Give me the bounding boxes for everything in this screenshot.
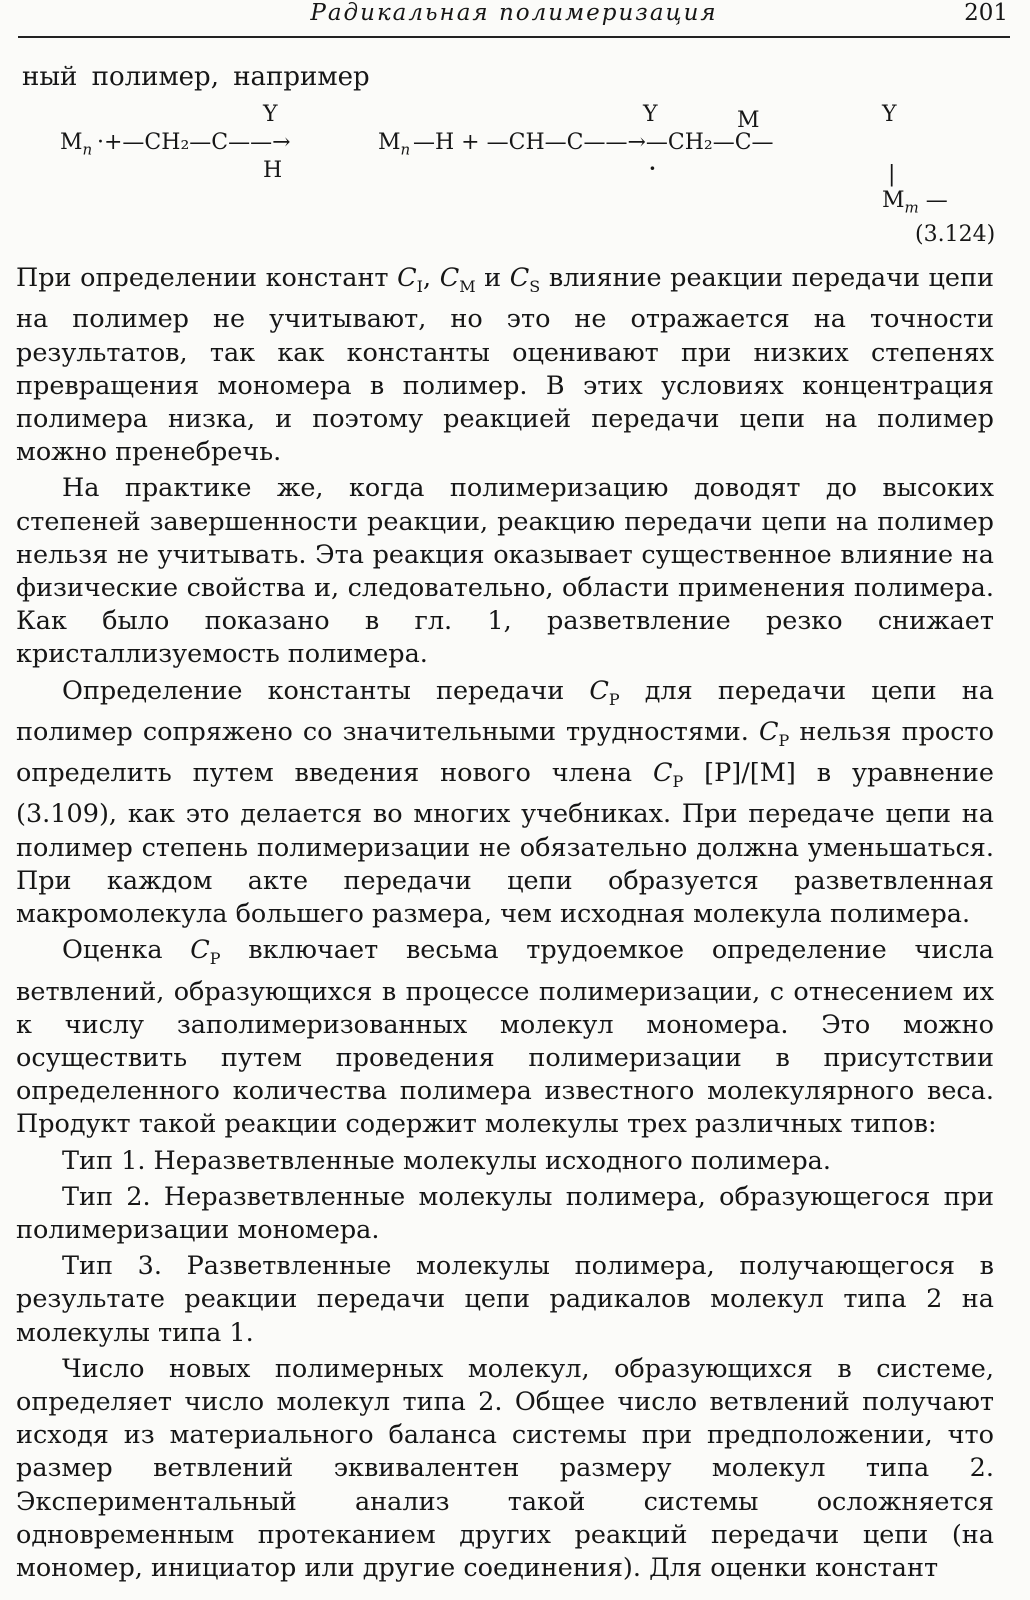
text-run: включает весьма трудоемкое определение числа ветвлений, образующихся в процессе полимеризации, с отнесением их к числу заполимеризованных молекул мономера. Это можно осуществить путем проведения полимеризации в присутствии определенного количества полимера известного молекулярного веса. Продукт такой реакции содержит молекулы трех различных типов: bbox=[16, 935, 995, 1140]
formula-subscript: P bbox=[209, 949, 221, 969]
eq-mm-main: M bbox=[882, 188, 905, 213]
running-header bbox=[18, 0, 1010, 38]
paragraph bbox=[16, 1145, 994, 1178]
eq-left-part: ·+—CH₂—C——→ bbox=[97, 130, 291, 155]
text-run: , bbox=[422, 263, 440, 293]
eq-arrow-monomer-label: M bbox=[737, 108, 760, 133]
eq-mm-tail: — bbox=[918, 188, 948, 213]
eq-product-mn-main: M bbox=[378, 130, 401, 155]
paragraph bbox=[16, 675, 994, 932]
eq-radical-mn-sub: n bbox=[82, 140, 93, 159]
eq-product-mn-sub: n bbox=[400, 140, 411, 159]
eq-branch-bond: | bbox=[888, 162, 896, 187]
chemical-equation bbox=[0, 100, 1030, 260]
text-run: и bbox=[475, 263, 510, 293]
eq-product-mn bbox=[378, 130, 410, 158]
paragraph bbox=[16, 1353, 994, 1585]
text-run: Тип 1. Неразветвленные молекулы исходного полимера. bbox=[62, 1145, 831, 1176]
body-text bbox=[16, 262, 994, 1585]
text-run: При определении констант bbox=[16, 263, 398, 293]
formula-subscript: P bbox=[672, 772, 684, 792]
formula-subscript: P bbox=[608, 689, 620, 709]
running-title: Радикальная полимеризация bbox=[310, 0, 718, 26]
paragraph bbox=[16, 472, 994, 671]
text-run: для передачи цепи на полимер сопряжено со значительными трудностями. bbox=[16, 675, 994, 747]
eq-mm-group bbox=[882, 188, 948, 216]
eq-y-label-2: Y bbox=[643, 102, 658, 127]
eq-radical-mn bbox=[60, 130, 92, 158]
formula-symbol: C bbox=[509, 263, 530, 293]
formula-subscript: I bbox=[416, 277, 423, 297]
eq-right-part: —H + —CH—C——→—CH₂—C— bbox=[413, 130, 774, 155]
paragraph bbox=[16, 1181, 994, 1247]
intro-line: ный полимер, например bbox=[22, 62, 370, 92]
text-run: нельзя просто определить путем введения нового члена bbox=[16, 716, 994, 789]
eq-radical-mn-main: M bbox=[60, 130, 83, 155]
formula-symbol: C bbox=[589, 675, 609, 706]
paragraph bbox=[16, 262, 994, 469]
text-run: На практике же, когда полимеризацию доводят до высоких степеней завершенности реакции, реакцию передачи цепи на полимер нельзя не учитывать. Эта реакция оказывает существенное влияние на физические свойства и, следовательно, области применения полимера. Как было показано в гл. 1, разветвление резко снижает кристаллизуемость полимера. bbox=[16, 473, 994, 670]
text-run: Число новых полимерных молекул, образующихся в системе, определяет число молекул типа 2. Общее число ветвлений получают исходя из материального баланса системы при предположении, что размер ветвлений эквивалентен размеру молекул типа 2. Экспериментальный анализ такой системы осложняется одновременным протеканием других реакций передачи цепи (на мономер, инициатор или другие соединения). Для оценки констант bbox=[16, 1353, 994, 1583]
formula-symbol: C bbox=[439, 263, 460, 293]
formula-subscript: S bbox=[529, 277, 541, 297]
formula-subscript: M bbox=[459, 277, 476, 297]
eq-radical-dot: · bbox=[648, 152, 657, 185]
formula-subscript: P bbox=[778, 730, 790, 750]
paragraph bbox=[16, 934, 994, 1141]
text-run: Определение константы передачи bbox=[62, 675, 590, 706]
paragraph bbox=[16, 1250, 994, 1350]
formula-symbol: C bbox=[653, 758, 673, 789]
formula-symbol: C bbox=[190, 935, 210, 966]
text-run: влияние реакции передачи цепи на полимер не учитывают, но это не отражается на точности результатов, так как константы оценивают при низких степенях превращения мономера в полимер. В этих условиях концентрация полимера низка, и поэтому реакцией передачи цепи на полимер можно пренебречь. bbox=[16, 263, 995, 468]
equation-number: (3.124) bbox=[915, 222, 996, 247]
eq-y-label-3: Y bbox=[882, 102, 897, 127]
page-number: 201 bbox=[964, 0, 1008, 26]
text-run: Тип 2. Неразветвленные молекулы полимера, образующегося при полимеризации мономера. bbox=[16, 1181, 994, 1245]
eq-mm-sub: m bbox=[904, 198, 919, 217]
eq-y-label-1: Y bbox=[263, 102, 278, 127]
formula-symbol: C bbox=[758, 716, 779, 747]
text-run: Оценка bbox=[62, 935, 191, 966]
formula-symbol: C bbox=[397, 263, 417, 293]
text-run: Тип 3. Разветвленные молекулы полимера, получающегося в результате реакции передачи цепи радикалов молекул типа 2 на молекулы типа 1. bbox=[16, 1251, 994, 1348]
eq-h-label: H bbox=[263, 158, 283, 183]
text-run: [P]/[M] в уравнение (3.109), как это делается во многих учебниках. При передаче цепи на полимер степень полимеризации не обязательно должна уменьшаться. При каждом акте передачи цепи образуется разветвленная макромолекула большего размера, чем исходная молекула полимера. bbox=[16, 758, 995, 930]
